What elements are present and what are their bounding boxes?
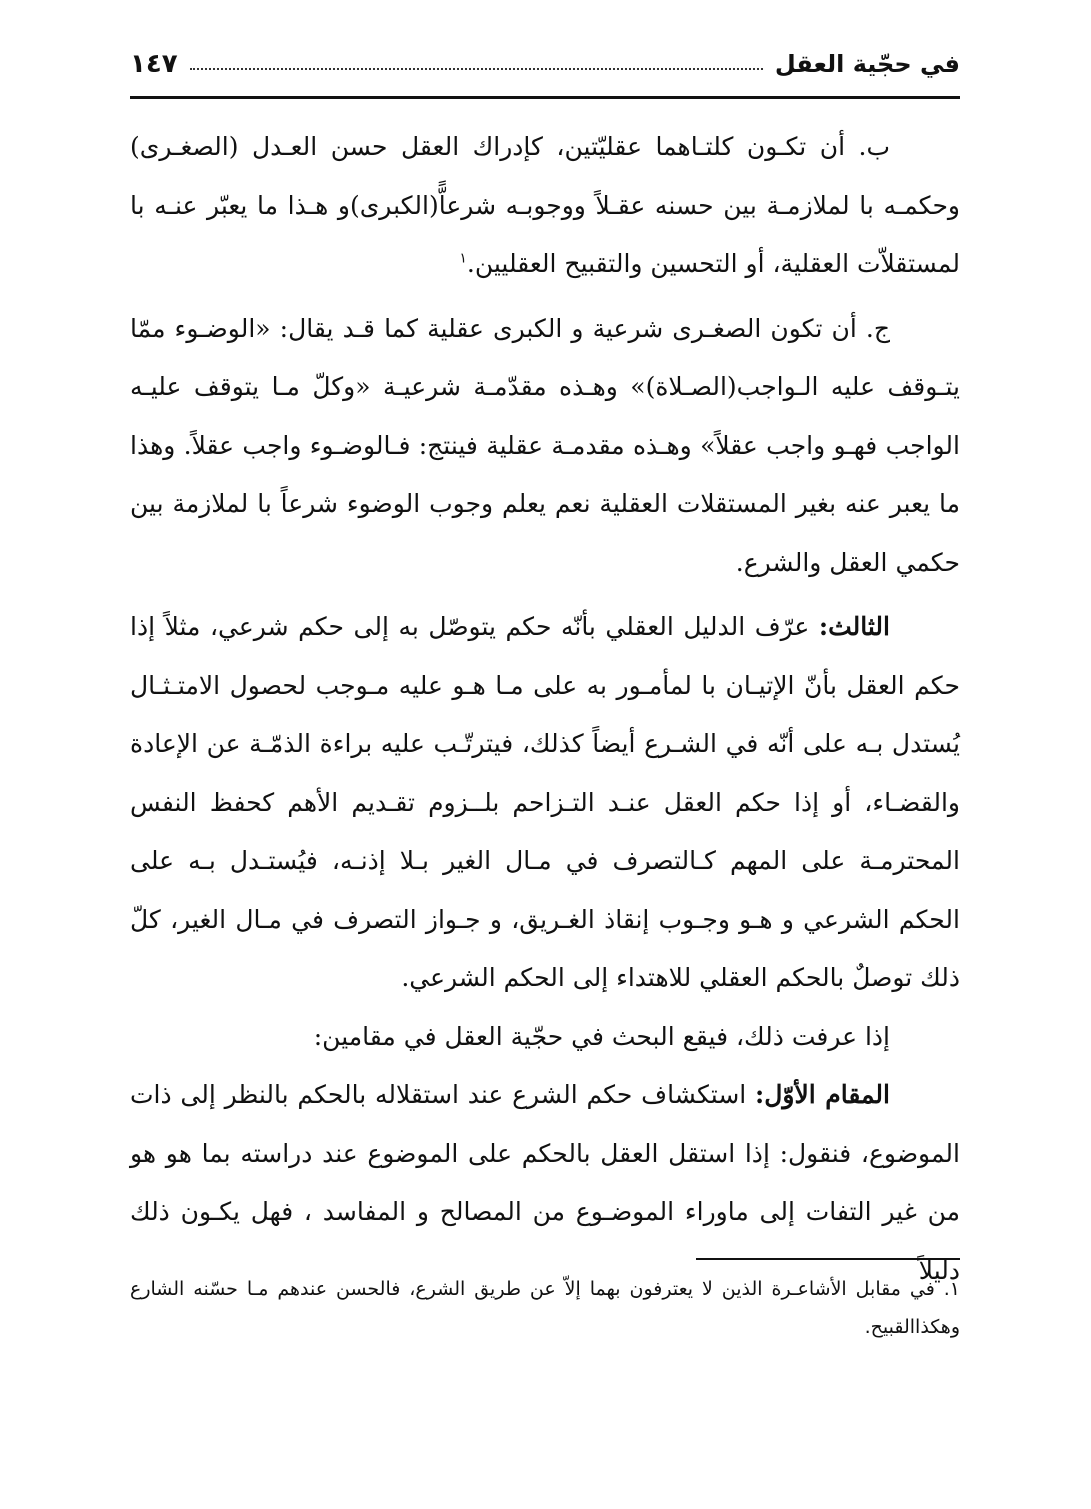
footnote-rule: [696, 1258, 960, 1260]
paragraph-intro-text: إذا عرفت ذلك، فيقع البحث في حجّية العقل في مقامين:: [313, 1021, 890, 1051]
paragraph-first-station: [130, 1066, 960, 1300]
paragraph-third-lead: الثالث:: [818, 612, 890, 641]
running-header: [130, 38, 960, 90]
page-number: ١٤٧: [130, 49, 178, 79]
paragraph-third: [130, 598, 960, 1008]
footnote-reference: ١: [459, 250, 467, 267]
paragraph-first-station-text: استكشاف حكم الشرع عند استقلاله بالحكم بالنظر إلى ذات الموضوع، فنقول: إذا استقل العقل بالحكم على الموضوع عند دراسته بما هو هو من غير التفات إلى ماوراء الموضـوع من المصالح و المفاسد ، فهل يكـون ذلك دليلاً: [130, 1080, 960, 1285]
paragraph-intro: [130, 1008, 960, 1067]
paragraph-j: [130, 300, 960, 593]
paragraph-b: [130, 118, 960, 294]
footnote: [130, 1270, 960, 1346]
header-rule: [130, 96, 960, 99]
paragraph-b-text: ب. أن تكـون كلتـاهما عقليّتين، كإدراك العقل حسن العـدل (الصغـرى) وحكمـه با لملازمـة بين حسنه عقـلاً ووجوبـه شرعاًّ(الكبرى)و هـذا ما يعبّر عنـه با لمستقلاّت العقلية، أو التحسين والتقبيح العقليين.: [130, 132, 960, 278]
paragraph-j-text: ج. أن تكون الصغـرى شرعية و الكبرى عقلية كما قـد يقال: «الوضـوء ممّا يتـوقف عليه الـواجب(الصـلاة)» وهـذه مقدّمـة شرعيـة «وكلّ مـا يتوقف عليـه الواجب فهـو واجب عقلاً» وهـذه مقدمـة عقلية فينتج: فـالوضـوء واجب عقلاً. وهذا ما يعبر عنه بغير المستقلات العقلية نعم يعلم وجوب الوضوء شرعاً با لملازمة بين حكمي العقل والشرع.: [130, 313, 961, 577]
header-title: في حجّية العقل: [774, 50, 960, 78]
main-text: [130, 118, 960, 1300]
paragraph-third-text: عرّف الدليل العقلي بأنّه حكم يتوصّل به إلى حكم شرعي، مثلاً إذا حكم العقل بأنّ الإتيـان با لمأمـور به على مـا هـو عليه مـوجب لحصول الامتـثـال يُستدل بـه على أنّه في الشـرع أيضاً كذلك، فيترتّـب عليه براءة الذمّـة عن الإعادة والقضـاء، أو إذا حكم العقل عنـد التـزاحم بلــزوم تقـديم الأهم كحفظ النفس المحترمـة على المهم كـالتصرف في مـال الغير بـلا إذنـه، فيُستـدل بـه على الحكم الشرعي و هـو وجـوب إنقاذ الغـريق، و جـواز التصرف في مـال الغير، كلّ ذلك توصلٌ بالحكم العقلي للاهتداء إلى الحكم الشرعي.: [130, 612, 960, 992]
header-dotted-leader: [190, 68, 763, 70]
footnote-text: ١. في مقابل الأشاعـرة الذين لا يعترفون بهما إلاّ عن طريق الشرع، فالحسن عندهم مـا حسّنه الشارع وهكذاالقبيح.: [130, 1278, 960, 1338]
paragraph-first-station-lead: المقام الأوّل:: [755, 1080, 890, 1109]
